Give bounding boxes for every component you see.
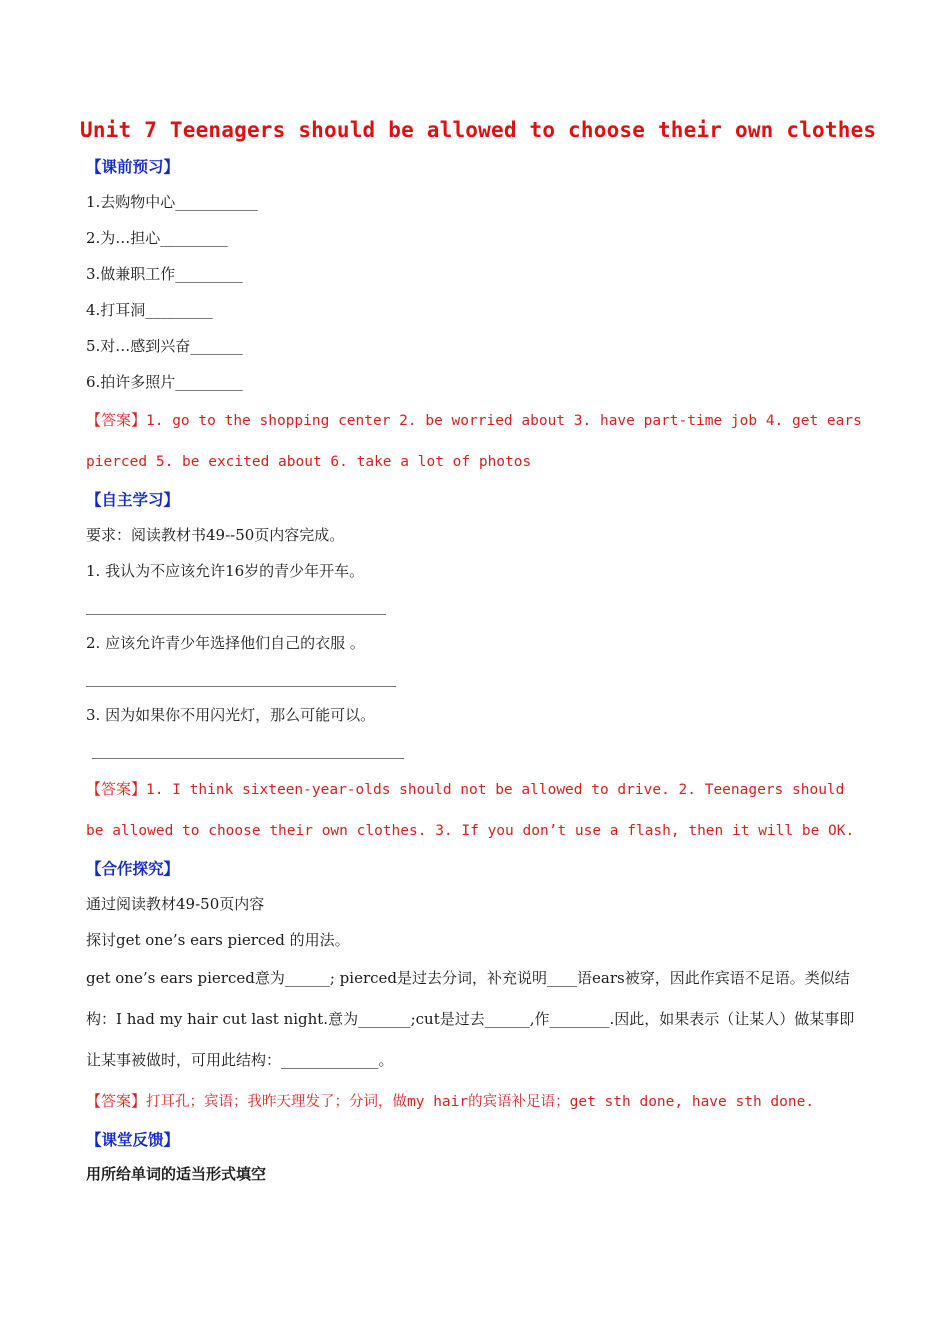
cooperate-answer-text: 打耳孔；宾语；我昨天理发了；分词，做my hair的宾语补足语；get sth done, have sth done. xyxy=(146,1094,815,1110)
preview-item: 2.为…担心_________ xyxy=(86,229,228,247)
self-study-item: 1. 我认为不应该允许16岁的青少年开车。 xyxy=(86,562,365,580)
preview-item: 4.打耳洞_________ xyxy=(86,301,213,319)
answer-blank-line xyxy=(86,661,866,697)
preview-item: 5.对…感到兴奋_______ xyxy=(86,337,243,355)
section-heading-feedback: 【课堂反馈】 xyxy=(86,1130,180,1149)
self-study-answer xyxy=(86,769,866,852)
answer-blank-line xyxy=(86,733,866,769)
preview-item: 6.拍许多照片_________ xyxy=(86,373,243,391)
answer-tag: 【答案】 xyxy=(86,780,147,798)
answer-tag: 【答案】 xyxy=(86,1092,147,1110)
feedback-instruction: 用所给单词的适当形式填空 xyxy=(86,1165,267,1183)
preview-answer-text: 1. go to the shopping center 2. be worried about 3. have part-time job 4. get ears pierced 5. be excited about 6. take a lot of photos xyxy=(86,413,862,470)
cooperate-line: 探讨get one’s ears pierced 的用法。 xyxy=(86,931,350,949)
answer-tag: 【答案】 xyxy=(86,411,147,429)
section-heading-cooperate: 【合作探究】 xyxy=(86,859,180,878)
self-study-item: 2. 应该允许青少年选择他们自己的衣服 。 xyxy=(86,634,365,652)
preview-item: 3.做兼职工作_________ xyxy=(86,265,243,283)
document-page xyxy=(80,118,877,1191)
self-study-answer-text: 1. I think sixteen-year-olds should not be allowed to drive. 2. Teenagers should be allowed to choose their own clothes. 3. If you don’t use a flash, then it will be OK. xyxy=(86,782,855,839)
preview-item: 1.去购物中心___________ xyxy=(86,193,258,211)
self-study-item: 3. 因为如果你不用闪光灯，那么可能可以。 xyxy=(86,706,376,724)
preview-answer xyxy=(86,400,866,483)
section-heading-preview: 【课前预习】 xyxy=(86,157,180,176)
section-heading-self-study: 【自主学习】 xyxy=(86,490,180,509)
cooperate-answer xyxy=(86,1081,866,1123)
cooperate-line: 通过阅读教材49-50页内容 xyxy=(86,895,265,913)
answer-blank-line xyxy=(86,589,866,625)
self-study-requirement: 要求：阅读教材书49--50页内容完成。 xyxy=(86,526,345,544)
cooperate-paragraph: get one’s ears pierced意为______; pierced是过去分词，补充说明____语ears被穿，因此作宾语不足语。类似结构：I had my hair cut last night.意为_______;cut是过去______,作________.因此，如果表示（让某人）做某事即让某事被做时，可用此结构：_____________。 xyxy=(86,969,855,1069)
page-title: Unit 7 Teenagers should be allowed to choose their own clothes xyxy=(80,118,877,142)
